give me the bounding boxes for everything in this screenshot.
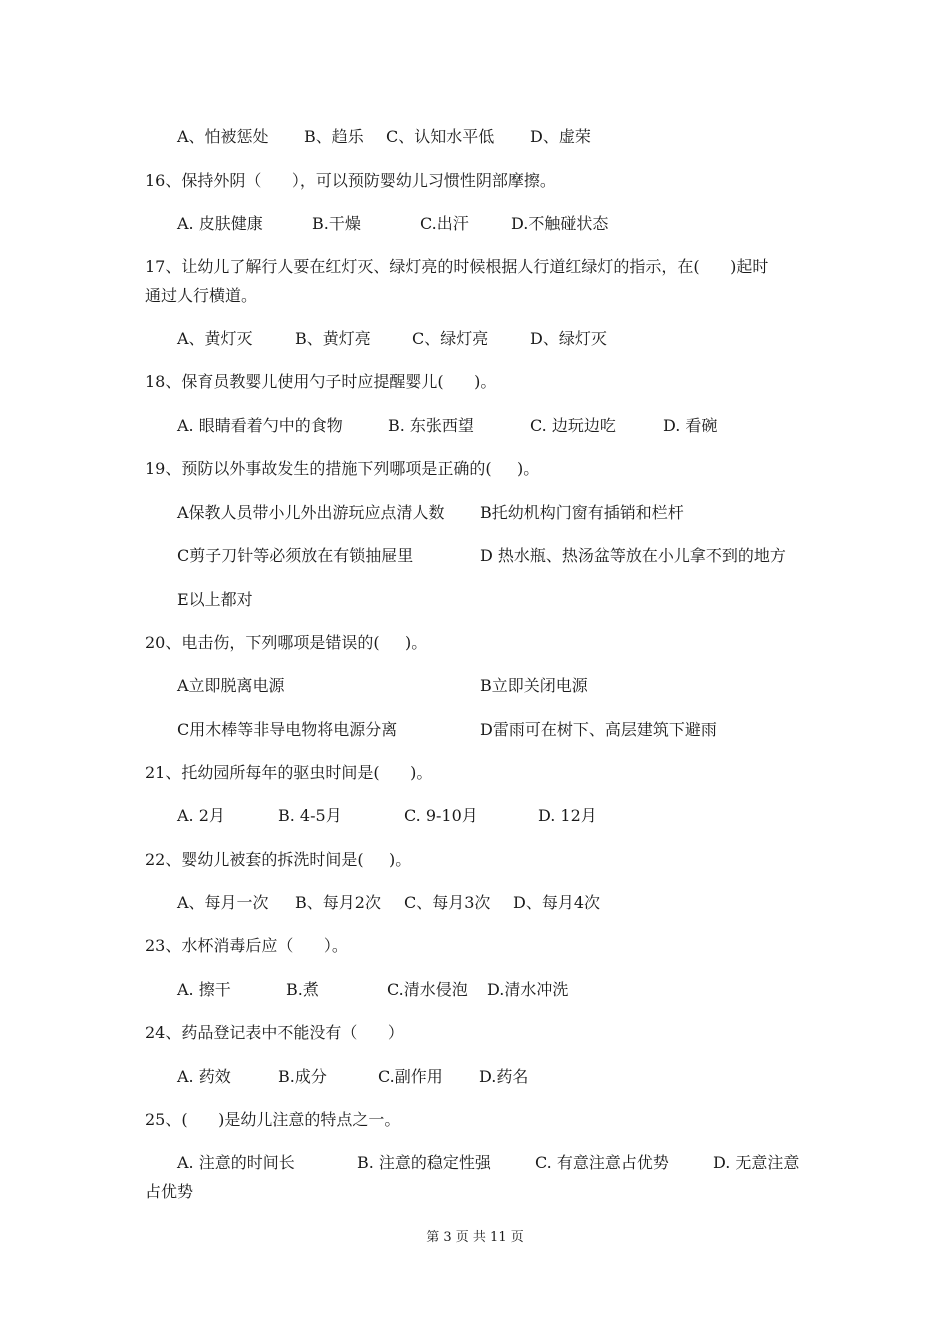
option-b: B.成分 (278, 1067, 327, 1086)
option-c: C. 边玩边吃 (530, 416, 616, 435)
option-c: C.出汗 (420, 214, 469, 233)
option-a: A、怕被惩处 (177, 127, 269, 146)
option-b: B.煮 (286, 980, 319, 999)
option-b: B、每月2次 (295, 893, 381, 912)
option-c: C用木棒等非导电物将电源分离 (177, 720, 398, 739)
question-17-stem-line2: 通过人行横道。 (145, 286, 258, 305)
question-16-stem: 16、保持外阴（ ），可以预防婴幼儿习惯性阴部摩擦。 (145, 171, 556, 190)
option-d: D.药名 (479, 1067, 529, 1086)
option-d: D.清水冲洗 (487, 980, 569, 999)
option-a: A立即脱离电源 (177, 676, 285, 695)
page-footer: 第 3 页 共 11 页 (426, 1230, 524, 1245)
option-c: C.副作用 (378, 1067, 443, 1086)
option-d: D. 无意注意 (713, 1153, 800, 1172)
option-d-wrap: 占优势 (145, 1182, 194, 1201)
option-d: D雷雨可在树下、高层建筑下避雨 (480, 720, 717, 739)
question-24-stem: 24、药品登记表中不能没有（ ） (145, 1023, 404, 1042)
option-b: B.干燥 (312, 214, 361, 233)
option-d: D. 12月 (538, 806, 597, 825)
option-b: B. 注意的稳定性强 (357, 1153, 491, 1172)
option-b: B. 东张西望 (388, 416, 474, 435)
option-d: D.不触碰状态 (511, 214, 609, 233)
option-d: D、绿灯灭 (530, 329, 607, 348)
question-25-stem: 25、( )是幼儿注意的特点之一。 (145, 1110, 401, 1129)
option-d: D. 看碗 (663, 416, 718, 435)
option-b: B托幼机构门窗有插销和栏杆 (480, 503, 684, 522)
option-c: C. 有意注意占优势 (535, 1153, 669, 1172)
question-20-stem: 20、电击伤，下列哪项是错误的( )。 (145, 633, 428, 652)
question-22-stem: 22、婴幼儿被套的拆洗时间是( )。 (145, 850, 412, 869)
option-a: A. 皮肤健康 (177, 214, 263, 233)
option-a: A. 眼睛看着勺中的食物 (177, 416, 343, 435)
option-d: D、虚荣 (530, 127, 591, 146)
option-a: A. 2月 (177, 806, 225, 825)
question-23-stem: 23、水杯消毒后应（ ）。 (145, 936, 348, 955)
question-17-stem-line1: 17、让幼儿了解行人要在红灯灭、绿灯亮的时候根据人行道红绿灯的指示，在( )起时 (145, 257, 769, 276)
option-a: A保教人员带小儿外出游玩应点清人数 (177, 503, 445, 522)
option-c: C剪子刀针等必须放在有锁抽屉里 (177, 546, 414, 565)
option-b: B、黄灯亮 (295, 329, 371, 348)
option-b: B、趋乐 (304, 127, 364, 146)
option-c: C、认知水平低 (386, 127, 495, 146)
question-18-stem: 18、保育员教婴儿使用勺子时应提醒婴儿( )。 (145, 372, 497, 391)
question-21-stem: 21、托幼园所每年的驱虫时间是( )。 (145, 763, 433, 782)
option-d: D 热水瓶、热汤盆等放在小儿拿不到的地方 (480, 546, 786, 565)
option-c: C、绿灯亮 (412, 329, 489, 348)
option-a: A、黄灯灭 (177, 329, 253, 348)
option-a: A、每月一次 (177, 893, 269, 912)
option-c: C、每月3次 (404, 893, 491, 912)
option-e: E以上都对 (177, 590, 253, 609)
option-b: B. 4-5月 (278, 806, 342, 825)
option-a: A. 擦干 (177, 980, 231, 999)
option-a: A. 注意的时间长 (177, 1153, 295, 1172)
option-d: D、每月4次 (513, 893, 601, 912)
question-19-stem: 19、预防以外事故发生的措施下列哪项是正确的( )。 (145, 459, 540, 478)
option-b: B立即关闭电源 (480, 676, 588, 695)
option-c: C. 9-10月 (404, 806, 478, 825)
option-a: A. 药效 (177, 1067, 231, 1086)
option-c: C.清水侵泡 (387, 980, 468, 999)
